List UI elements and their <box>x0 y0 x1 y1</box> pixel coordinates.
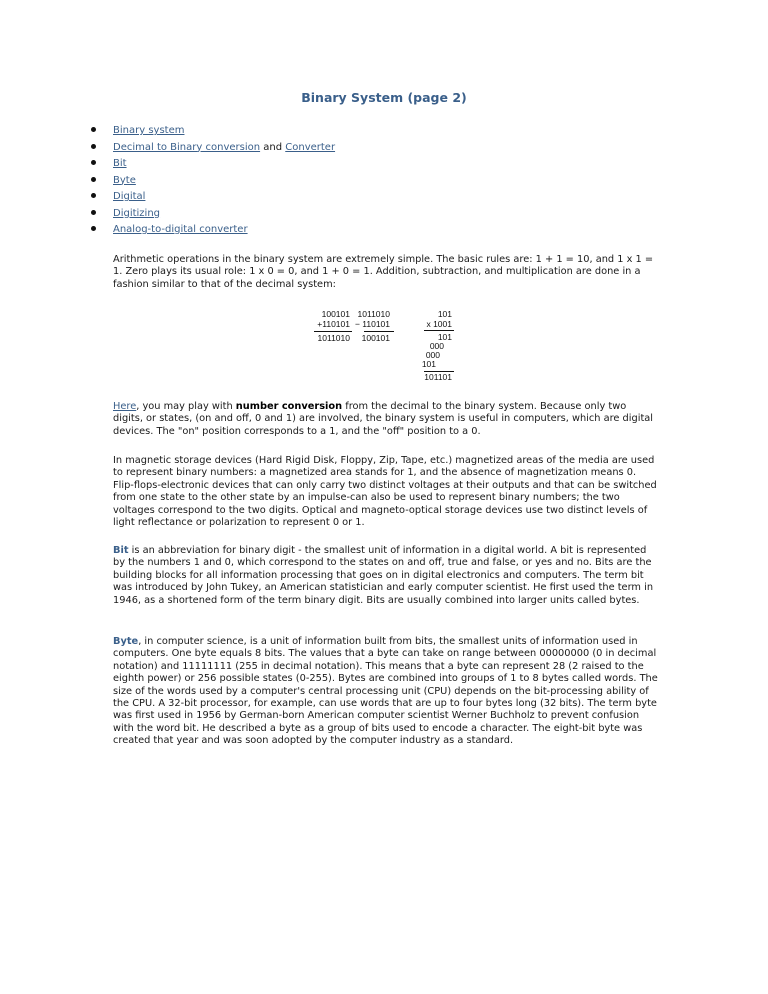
addition-rule <box>314 331 352 332</box>
link-byte[interactable]: Byte <box>113 174 136 186</box>
storage-paragraph: In magnetic storage devices (Hard Rigid Disk, Floppy, Zip, Tape, etc.) magnetized areas of the media are used to represent binary numbers: a magnetized area stands for 1, and the absence of magnetization means 0. Flip-flops-electronic devices that can only carry two distinct voltages at their outputs and that can be switched from one state to the other state by an impulse-can also be used to represent binary numbers; the two voltages correspond to the two digits. Optical and magneto-optical storage devices use two distinct levels of light reflectance or polarization to represent 0 or 1. <box>113 455 657 529</box>
list-item <box>113 157 335 174</box>
list-item <box>113 174 335 191</box>
conversion-paragraph <box>113 401 658 438</box>
addition-operand-b: +110101 <box>317 319 350 329</box>
conversion-text-after: from the decimal to the binary system. Because only two digits, or states, (on and off, 0 and 1) are involved, the binary system is useful in computers, which are digital devices. The "on" position corresponds to a 1, and the "off" position to a 0. <box>113 401 654 437</box>
conversion-text-before: , you may play with <box>136 401 236 412</box>
link-bit[interactable]: Bit <box>113 158 127 169</box>
byte-text: , in computer science, is a unit of information built from bits, the smallest units of information used in computers. One byte equals 8 bits. The values that a byte can take on range between 00000000 (0 in decimal notation) and 11111111 (255 in decimal notation). This means that a byte can represent 28 (2 raised to the eighth power) or 256 possible states (0-255). Bytes are combined into groups of 1 to 8 bytes called words. The size of the words used by a computer's central processing unit (CPU) depends on the bit-processing ability of the CPU. A 32-bit processor, for example, can use words that are up to four bytes long (32 bits). The term byte was first used in 1956 by German-born American computer scientist Werner Buchholz to prevent confusion with the word bit. He described a byte as a group of bits used to encode a character. The eight-bit byte was created that year and was soon adopted by the computer industry as a standard. <box>113 636 658 747</box>
bit-paragraph <box>113 545 658 607</box>
link-digital[interactable]: Digital <box>113 191 146 202</box>
link-digitizing[interactable]: Digitizing <box>113 207 161 219</box>
addition-operand-a: 100101 <box>321 309 350 319</box>
addition-result: 1011010 <box>317 333 350 343</box>
link-binary-system[interactable]: Binary system <box>113 125 185 136</box>
list-item <box>113 223 335 240</box>
multiplication-operand-b: x 1001 <box>426 319 452 329</box>
page-title: Binary System (page 2) <box>301 90 467 105</box>
link-separator-text: and <box>260 141 286 153</box>
link-here[interactable]: Here <box>113 401 137 412</box>
binary-arithmetic-figure <box>312 310 462 386</box>
subtraction-operand-b: − 110101 <box>354 319 390 329</box>
multiplication-result: 101101 <box>424 372 452 382</box>
number-conversion-bold: number conversion <box>235 401 343 412</box>
bit-text: is an abbreviation for binary digit - the smallest unit of information in a digital world. A bit is represented by the numbers 1 and 0, which correspond to the states on and off, true and false, or yes and no. Bits are the building blocks for all information processing that goes on in digital electronics and computers. The term bit was introduced by John Tukey, an American statistician and early computer scientist. He first used the term in 1946, as a shortened form of the term binary digit. Bits are usually combined into larger units called bytes. <box>113 545 654 606</box>
list-item <box>113 124 335 141</box>
intro-paragraph: Arithmetic operations in the binary system are extremely simple. The basic rules are: 1 + 1 = 10, and 1 x 1 = 1. Zero plays its usual role: 1 x 0 = 0, and 1 + 0 = 1. Addition, subtraction, and multiplication are done in a fashion similar to that of the decimal system: <box>113 254 654 290</box>
multiplication-rule <box>424 330 454 331</box>
link-converter[interactable]: Converter <box>285 141 336 153</box>
multiplication-partial: 000 <box>429 341 444 351</box>
link-decimal-to-binary[interactable]: Decimal to Binary conversion <box>113 141 261 153</box>
subtraction-operand-a: 1011010 <box>357 309 390 319</box>
list-item <box>113 141 335 158</box>
multiplication-operand-a: 101 <box>437 309 452 319</box>
subtraction-result: 100101 <box>361 333 390 343</box>
multiplication-partial: 101 <box>437 332 452 342</box>
link-list <box>113 124 335 240</box>
list-item <box>113 190 335 207</box>
byte-term: Byte <box>113 636 139 647</box>
subtraction-rule <box>364 331 394 332</box>
link-analog-to-digital[interactable]: Analog-to-digital converter <box>113 224 248 235</box>
multiplication-partial: 101 <box>421 359 436 369</box>
list-item <box>113 207 335 224</box>
multiplication-partial: 000 <box>425 350 440 360</box>
bit-term: Bit <box>113 545 129 556</box>
byte-paragraph <box>113 636 658 748</box>
